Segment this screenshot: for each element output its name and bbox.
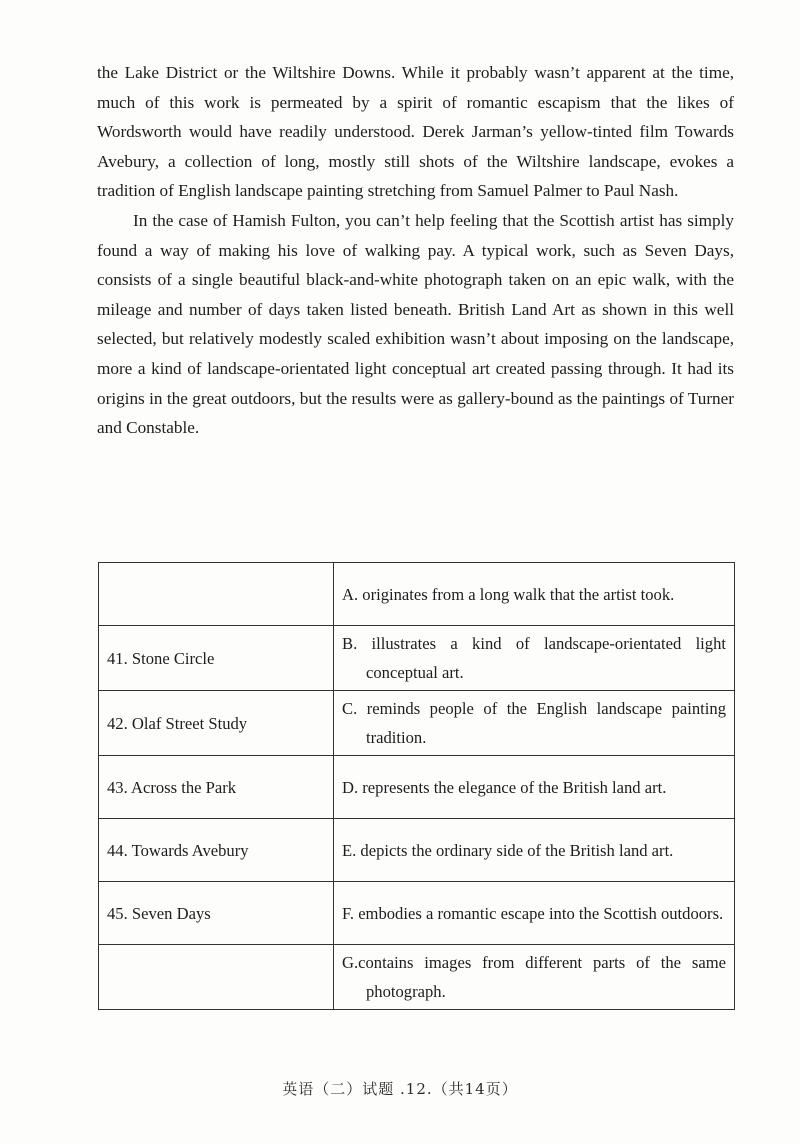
table-row [99,882,735,945]
option-cell [334,945,735,1010]
option-c: C. reminds people of the English landscape painting tradition. [342,699,726,747]
question-45: 45. Seven Days [99,882,334,945]
option-f: F. embodies a romantic escape into the Scottish outdoors. [342,903,724,923]
option-b: B. illustrates a kind of landscape-orientated light conceptual art. [342,634,726,682]
table-row [99,756,735,819]
reading-passage [97,58,734,443]
question-42: 42. Olaf Street Study [99,691,334,756]
table-row [99,945,735,1010]
option-cell [334,563,735,626]
option-cell [334,626,735,691]
table-row [99,691,735,756]
question-44: 44. Towards Avebury [99,819,334,882]
question-43: 43. Across the Park [99,756,334,819]
matching-table [98,562,735,1010]
question-cell [99,563,334,626]
question-cell [99,945,334,1010]
option-d: D. represents the elegance of the British land art. [342,777,667,797]
option-cell [334,882,735,945]
option-cell [334,756,735,819]
passage-paragraph-2: In the case of Hamish Fulton, you can’t help feeling that the Scottish artist has simply found a way of making his love of walking pay. A typical work, such as Seven Days, consists of a single beautiful black-and-white photograph taken on an epic walk, with the mileage and number of days taken listed beneath. British Land Art as shown in this well selected, but relatively modestly scaled exhibition wasn’t about imposing on the landscape, more a kind of landscape-orientated light conceptual art created passing through. It had its origins in the great outdoors, but the results were as gallery-bound as the paintings of Turner and Constable. [97,210,734,438]
option-cell [334,819,735,882]
table-row [99,626,735,691]
table-row [99,563,735,626]
option-cell [334,691,735,756]
table-row [99,819,735,882]
question-41: 41. Stone Circle [99,626,334,691]
page-footer: 英语（二）试题 .12.（共14页） [282,1080,518,1098]
option-e: E. depicts the ordinary side of the British land art. [342,840,674,860]
passage-paragraph-1: the Lake District or the Wiltshire Downs. While it probably wasn’t apparent at the time, much of this work is permeated by a spirit of romantic escapism that the likes of Wordsworth would have readily understood. Derek Jarman’s yellow-tinted film Towards Avebury, a collection of long, mostly still shots of the Wiltshire landscape, evokes a tradition of English landscape painting stretching from Samuel Palmer to Paul Nash. [97,63,734,201]
option-a: A. originates from a long walk that the artist took. [342,584,675,604]
option-g: G.contains images from different parts of the same photograph. [342,953,726,1001]
